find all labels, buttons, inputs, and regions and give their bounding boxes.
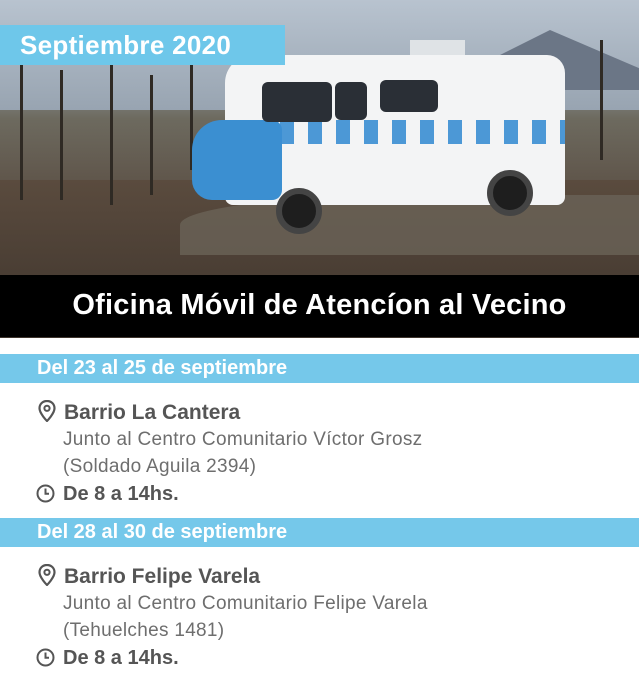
van-wheel	[487, 170, 533, 216]
tree	[20, 60, 23, 200]
month-label: Septiembre 2020	[20, 30, 232, 60]
clock-icon	[36, 484, 55, 503]
tree	[600, 40, 603, 160]
van-windshield	[262, 82, 332, 122]
period-label: Del 28 al 30 de septiembre	[37, 521, 288, 543]
address-line: (Tehuelches 1481)	[63, 620, 225, 641]
tree	[150, 75, 153, 195]
place-row	[38, 400, 240, 425]
hours-row	[36, 483, 179, 506]
place-row	[38, 564, 260, 589]
place-name: Barrio La Cantera	[64, 401, 241, 424]
period-bar	[0, 354, 639, 383]
van-front	[192, 120, 282, 200]
period-label: Del 23 al 25 de septiembre	[37, 357, 288, 379]
location-line: Junto al Centro Comunitario Felipe Varela	[63, 593, 428, 614]
map-pin-icon	[38, 564, 56, 586]
van-roof-unit	[410, 40, 465, 56]
hours-label: De 8 a 14hs.	[63, 647, 179, 669]
hours-label: De 8 a 14hs.	[63, 483, 179, 505]
tree	[110, 55, 113, 205]
location-line: Junto al Centro Comunitario Víctor Grosz	[63, 429, 423, 450]
month-badge	[0, 25, 285, 65]
van-side-window	[335, 82, 367, 120]
place-name: Barrio Felipe Varela	[64, 565, 261, 588]
map-pin-icon	[38, 400, 56, 422]
page-title: Oficina Móvil de Atencíon al Vecino	[72, 289, 567, 321]
address-line: (Soldado Aguila 2394)	[63, 456, 257, 477]
van-checkered-stripe	[280, 120, 565, 144]
period-bar	[0, 518, 639, 547]
clock-icon	[36, 648, 55, 667]
hours-row	[36, 647, 179, 670]
van-wheel	[276, 188, 322, 234]
van-side-window	[380, 80, 438, 112]
tree	[60, 70, 63, 200]
title-bar	[0, 275, 639, 337]
